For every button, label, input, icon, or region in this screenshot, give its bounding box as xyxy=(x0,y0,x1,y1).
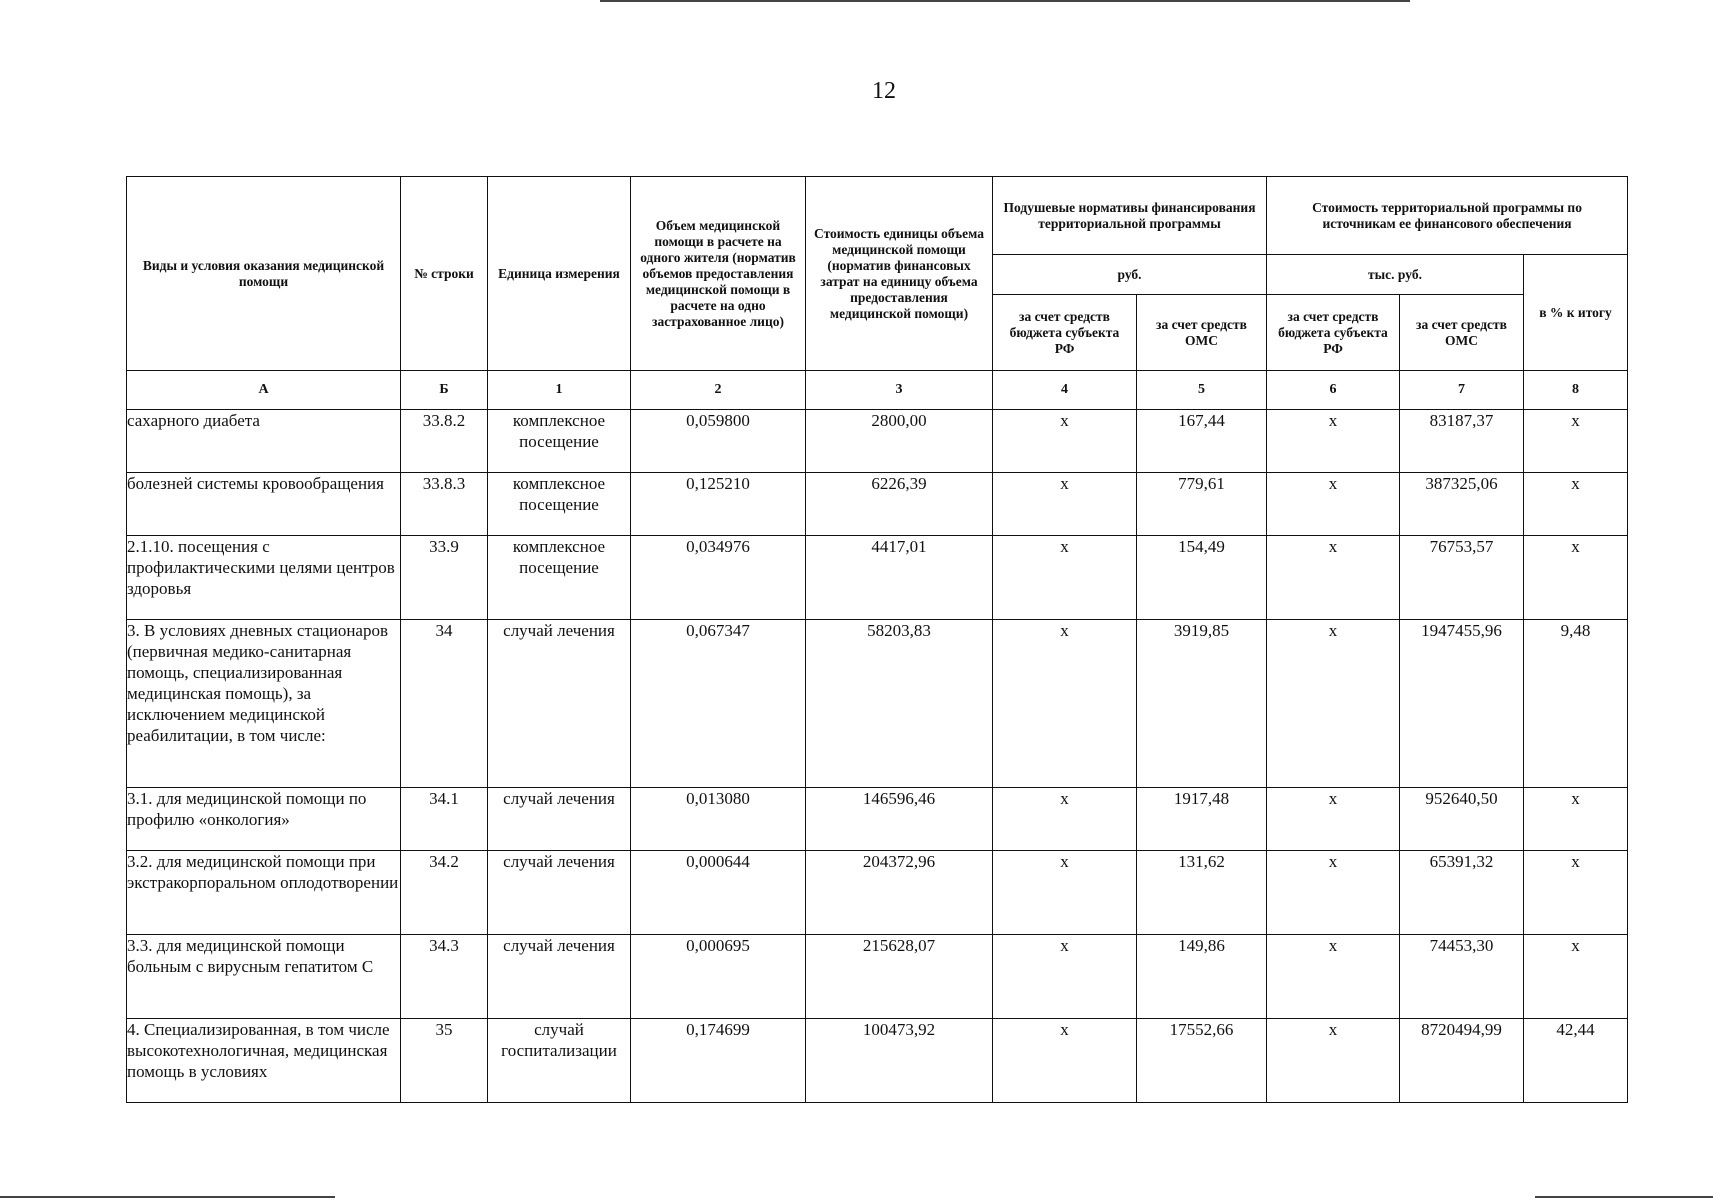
cell-unit: комплексное посещение xyxy=(488,410,631,473)
cell-cost: 4417,01 xyxy=(806,536,993,620)
cell-unit: случай лечения xyxy=(488,620,631,788)
cell-volume: 0,059800 xyxy=(631,410,806,473)
cell-row-number: 34.3 xyxy=(401,935,488,1019)
cell-cost: 146596,46 xyxy=(806,788,993,851)
cell-row-number: 33.8.3 xyxy=(401,473,488,536)
cell-budget-2: х xyxy=(1267,410,1400,473)
column-number: 3 xyxy=(806,371,993,410)
header-type: Виды и условия оказания медицинской помощи xyxy=(127,177,401,371)
cell-budget-1: х xyxy=(993,1019,1137,1103)
cell-unit: комплексное посещение xyxy=(488,473,631,536)
cell-percent: х xyxy=(1524,536,1628,620)
cell-name: 3.2. для медицинской помощи при экстракорпоральном оплодотворении xyxy=(127,851,401,935)
header-oms-1: за счет средств ОМС xyxy=(1137,295,1267,371)
table-row xyxy=(127,410,1628,473)
bottom-rule xyxy=(0,1196,335,1198)
cell-oms-2: 65391,32 xyxy=(1400,851,1524,935)
cell-row-number: 34.1 xyxy=(401,788,488,851)
cell-cost: 2800,00 xyxy=(806,410,993,473)
cell-name: 3.1. для медицинской помощи по профилю «онкология» xyxy=(127,788,401,851)
table-row xyxy=(127,851,1628,935)
cell-oms-1: 1917,48 xyxy=(1137,788,1267,851)
cell-volume: 0,013080 xyxy=(631,788,806,851)
header-thousand-rub: тыс. руб. xyxy=(1267,255,1524,295)
cell-budget-2: х xyxy=(1267,536,1400,620)
cell-row-number: 34.2 xyxy=(401,851,488,935)
cell-oms-2: 387325,06 xyxy=(1400,473,1524,536)
cell-cost: 215628,07 xyxy=(806,935,993,1019)
cell-unit: случай лечения xyxy=(488,935,631,1019)
column-number: 5 xyxy=(1137,371,1267,410)
cell-percent: х xyxy=(1524,935,1628,1019)
cell-budget-1: х xyxy=(993,620,1137,788)
column-number: 8 xyxy=(1524,371,1628,410)
cell-volume: 0,034976 xyxy=(631,536,806,620)
header-rub: руб. xyxy=(993,255,1267,295)
cell-budget-1: х xyxy=(993,473,1137,536)
cell-budget-1: х xyxy=(993,851,1137,935)
table-row xyxy=(127,1019,1628,1103)
cell-oms-1: 154,49 xyxy=(1137,536,1267,620)
header-budget-2: за счет средств бюджета субъекта РФ xyxy=(1267,295,1400,371)
cell-oms-2: 952640,50 xyxy=(1400,788,1524,851)
cell-cost: 100473,92 xyxy=(806,1019,993,1103)
cell-oms-1: 779,61 xyxy=(1137,473,1267,536)
table-row xyxy=(127,536,1628,620)
cell-oms-1: 167,44 xyxy=(1137,410,1267,473)
table-row xyxy=(127,935,1628,1019)
cell-unit: комплексное посещение xyxy=(488,536,631,620)
cell-volume: 0,000644 xyxy=(631,851,806,935)
column-number: 6 xyxy=(1267,371,1400,410)
cell-row-number: 33.8.2 xyxy=(401,410,488,473)
column-number: А xyxy=(127,371,401,410)
cell-percent: х xyxy=(1524,788,1628,851)
cell-name: 4. Специализированная, в том числе высокотехнологичная, медицинская помощь в условиях xyxy=(127,1019,401,1103)
cell-row-number: 34 xyxy=(401,620,488,788)
cell-oms-2: 76753,57 xyxy=(1400,536,1524,620)
cell-volume: 0,067347 xyxy=(631,620,806,788)
table-row xyxy=(127,620,1628,788)
cell-row-number: 33.9 xyxy=(401,536,488,620)
cell-volume: 0,125210 xyxy=(631,473,806,536)
cell-budget-2: х xyxy=(1267,788,1400,851)
header-volume: Объем медицинской помощи в расчете на одного жителя (норматив объемов предоставления медицинской помощи в расчете на одно застрахованное лицо) xyxy=(631,177,806,371)
column-number: 2 xyxy=(631,371,806,410)
cell-name: сахарного диабета xyxy=(127,410,401,473)
cell-budget-2: х xyxy=(1267,1019,1400,1103)
header-cost: Стоимость единицы объема медицинской помощи (норматив финансовых затрат на единицу объема предоставления медицинской помощи) xyxy=(806,177,993,371)
cell-percent: 9,48 xyxy=(1524,620,1628,788)
cell-budget-1: х xyxy=(993,935,1137,1019)
cell-oms-2: 8720494,99 xyxy=(1400,1019,1524,1103)
cell-unit: случай лечения xyxy=(488,851,631,935)
header-unit: Единица измерения xyxy=(488,177,631,371)
financing-table xyxy=(126,176,1628,1103)
top-rule xyxy=(600,0,1410,2)
cell-cost: 58203,83 xyxy=(806,620,993,788)
cell-budget-1: х xyxy=(993,536,1137,620)
header-row-number: № строки xyxy=(401,177,488,371)
bottom-rule xyxy=(1535,1196,1713,1198)
table-row xyxy=(127,473,1628,536)
cell-oms-1: 3919,85 xyxy=(1137,620,1267,788)
cell-percent: 42,44 xyxy=(1524,1019,1628,1103)
column-number: Б xyxy=(401,371,488,410)
cell-row-number: 35 xyxy=(401,1019,488,1103)
cell-budget-1: х xyxy=(993,788,1137,851)
cell-percent: х xyxy=(1524,851,1628,935)
cell-percent: х xyxy=(1524,410,1628,473)
cell-budget-2: х xyxy=(1267,473,1400,536)
cell-oms-1: 149,86 xyxy=(1137,935,1267,1019)
cell-oms-1: 131,62 xyxy=(1137,851,1267,935)
cell-name: 2.1.10. посещения с профилактическими целями центров здоровья xyxy=(127,536,401,620)
table-row xyxy=(127,788,1628,851)
page-number: 12 xyxy=(872,78,896,104)
cell-budget-2: х xyxy=(1267,935,1400,1019)
header-oms-2: за счет средств ОМС xyxy=(1400,295,1524,371)
cell-cost: 6226,39 xyxy=(806,473,993,536)
cell-unit: случай лечения xyxy=(488,788,631,851)
cell-volume: 0,174699 xyxy=(631,1019,806,1103)
header-budget-1: за счет средств бюджета субъекта РФ xyxy=(993,295,1137,371)
cell-unit: случай госпитализации xyxy=(488,1019,631,1103)
cell-oms-2: 83187,37 xyxy=(1400,410,1524,473)
cell-name: болезней системы кровообращения xyxy=(127,473,401,536)
cell-percent: х xyxy=(1524,473,1628,536)
column-number: 7 xyxy=(1400,371,1524,410)
cell-budget-2: х xyxy=(1267,620,1400,788)
cell-name: 3. В условиях дневных стационаров (первичная медико-санитарная помощь, специализированная медицинская помощь), за исключением медицинской реабилитации, в том числе: xyxy=(127,620,401,788)
cell-oms-2: 74453,30 xyxy=(1400,935,1524,1019)
column-number: 4 xyxy=(993,371,1137,410)
cell-oms-1: 17552,66 xyxy=(1137,1019,1267,1103)
cell-oms-2: 1947455,96 xyxy=(1400,620,1524,788)
cell-cost: 204372,96 xyxy=(806,851,993,935)
cell-budget-1: х xyxy=(993,410,1137,473)
header-percent: в % к итогу xyxy=(1524,255,1628,371)
column-number: 1 xyxy=(488,371,631,410)
cell-volume: 0,000695 xyxy=(631,935,806,1019)
header-program-cost: Стоимость территориальной программы по источникам ее финансового обеспечения xyxy=(1267,177,1628,255)
cell-budget-2: х xyxy=(1267,851,1400,935)
cell-name: 3.3. для медицинской помощи больным с вирусным гепатитом С xyxy=(127,935,401,1019)
header-per-capita: Подушевые нормативы финансирования территориальной программы xyxy=(993,177,1267,255)
